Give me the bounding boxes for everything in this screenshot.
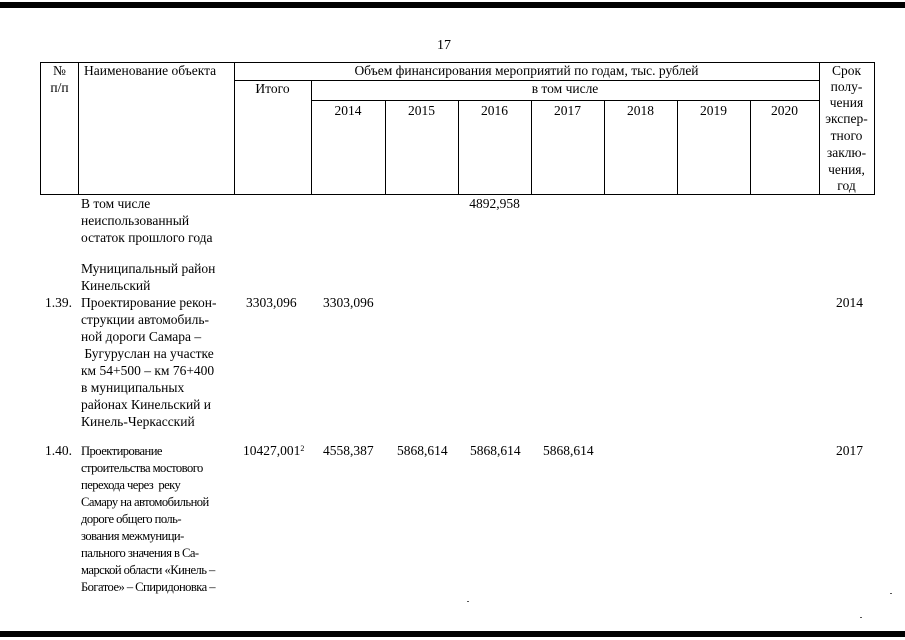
- header-term-line: тного: [830, 128, 863, 143]
- row-total: 3303,096: [246, 295, 297, 310]
- row-name-line: зования межмуници-: [81, 529, 184, 543]
- header-year-2017: 2017: [554, 103, 581, 118]
- district-label: Кинельский: [81, 278, 151, 293]
- header-term-line: год: [837, 178, 856, 193]
- row-value-2015: 5868,614: [397, 443, 448, 458]
- row-name-line: Проектирование: [81, 444, 162, 458]
- row-name-line: пального значения в Са-: [81, 546, 199, 560]
- row-value-2016: 5868,614: [470, 443, 521, 458]
- header-including: в том числе: [531, 81, 599, 96]
- footnote-marker: 2: [300, 444, 305, 453]
- row-name-line: Богатое» – Спиридоновка –: [81, 580, 216, 594]
- row-term: 2014: [836, 295, 863, 310]
- row-name-line: км 54+500 – км 76+400: [81, 363, 215, 378]
- row-name-line: Бугуруслан на участке: [81, 346, 214, 361]
- top-border-rule: [0, 2, 905, 8]
- row-name-line: Кинель-Черкасский: [81, 414, 195, 429]
- header-name: Наименование объекта: [84, 63, 217, 78]
- header-year-2015: 2015: [408, 103, 435, 118]
- header-year-2019: 2019: [700, 103, 727, 118]
- row-value-2014: 3303,096: [323, 295, 374, 310]
- row-total: 10427,001$^2$: [243, 443, 305, 458]
- row-name-line: остаток прошлого года: [81, 230, 213, 245]
- header-year-2014: 2014: [334, 103, 362, 118]
- row-name-line: в муниципальных: [81, 380, 185, 395]
- row-value-2014: 4558,387: [323, 443, 374, 458]
- row-term: 2017: [836, 443, 863, 458]
- row-name-line: струкции автомобиль-: [81, 312, 210, 327]
- row-name-line: ной дороги Самара –: [81, 329, 202, 344]
- row-name-line: В том числе: [81, 196, 151, 211]
- row-number: 1.39.: [45, 295, 72, 310]
- header-year-2016: 2016: [481, 103, 508, 118]
- header-num-line1: №: [53, 63, 66, 78]
- row-name-line: марской области «Кинель –: [81, 563, 215, 577]
- page-number: 17: [437, 38, 451, 53]
- scan-speck: [467, 601, 469, 602]
- header-term-line: заклю-: [826, 145, 867, 160]
- row-name-line: Проектирование рекон-: [81, 295, 217, 310]
- header-term-line: чения: [829, 95, 864, 110]
- header-term-line: экспер-: [825, 111, 868, 126]
- row-value-2016: 4892,958: [469, 196, 520, 211]
- bottom-border-rule: [0, 631, 905, 637]
- header-num-line2: п/п: [50, 80, 69, 95]
- district-label: Муниципальный район: [81, 261, 216, 276]
- scan-speck: [890, 593, 892, 594]
- row-name-line: дороге общего поль-: [81, 512, 181, 526]
- row-number: 1.40.: [45, 443, 72, 458]
- header-funding: Объем финансирования мероприятий по годам, тыс. рублей: [354, 63, 699, 78]
- row-name-line: перехода через реку: [81, 478, 181, 492]
- row-name-line: строительства мостового: [81, 461, 203, 475]
- row-name-line: Самару на автомобильной: [81, 495, 209, 509]
- scan-speck: [860, 617, 862, 618]
- row-name-line: неиспользованный: [81, 213, 190, 228]
- row-value-2017: 5868,614: [543, 443, 594, 458]
- row-name-line: районах Кинельский и: [81, 397, 211, 412]
- header-year-2020: 2020: [771, 103, 798, 118]
- header-year-2018: 2018: [627, 103, 654, 118]
- header-term-line: Срок: [831, 63, 862, 78]
- header-total: Итого: [255, 81, 290, 96]
- header-term-line: полу-: [830, 79, 863, 94]
- header-term-line: чения,: [828, 162, 865, 177]
